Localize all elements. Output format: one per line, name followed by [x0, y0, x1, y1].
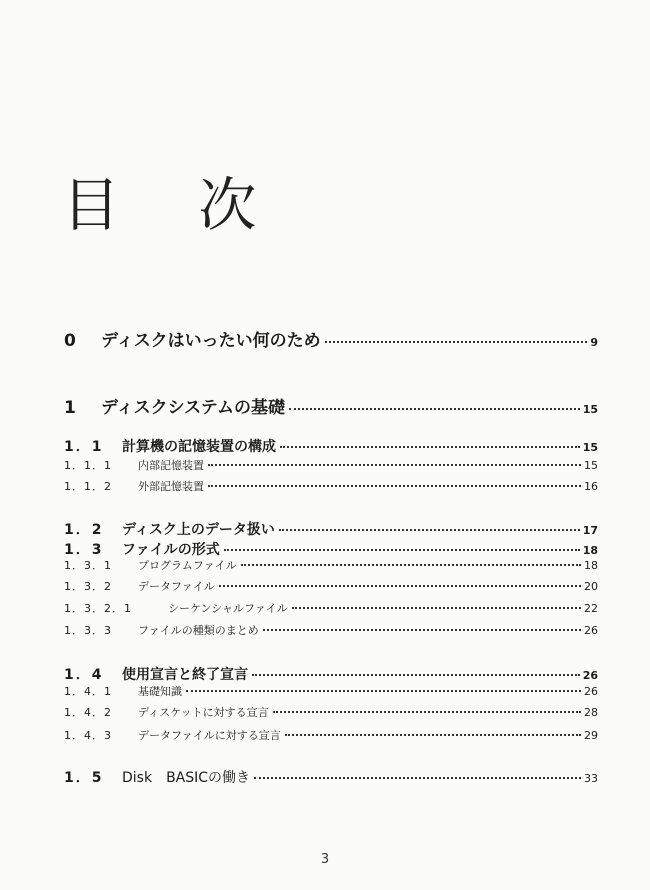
dot-leader [280, 446, 580, 448]
toc-entry-page: 33 [584, 772, 598, 785]
toc-entry-label: 外部記憶装置 [138, 480, 204, 493]
toc-entry-number: 1．4 [64, 667, 104, 683]
toc-entry-label: 計算機の記憶装置の構成 [122, 439, 276, 455]
toc-entry-label: ファイルの形式 [122, 542, 220, 558]
toc-entry-page: 26 [584, 685, 598, 698]
toc-entry-label: ディスクシステムの基礎 [101, 398, 285, 418]
toc-entry-section-1-1[interactable] [64, 436, 598, 456]
toc-entry-page: 15 [582, 403, 598, 416]
toc-entry-number: 1．3．1 [64, 559, 112, 572]
toc-entry-page: 17 [582, 524, 598, 537]
toc-entry-section-1-5[interactable] [64, 767, 598, 787]
toc-entry-subsection-1-3-2[interactable] [64, 578, 598, 594]
page-number: 3 [320, 852, 330, 867]
toc-entry-subsection-1-1-2[interactable] [64, 478, 598, 494]
toc-entry-number: 1．5 [64, 770, 104, 786]
toc-entry-page: 26 [582, 669, 598, 682]
toc-entry-label: ディスクはいったい何のため [101, 331, 321, 351]
dot-leader [219, 585, 581, 587]
dot-leader [208, 464, 581, 466]
toc-entry-section-1-4[interactable] [64, 664, 598, 684]
toc-entry-page: 26 [584, 624, 598, 637]
dot-leader [279, 529, 580, 531]
toc-entry-label: データファイルに対する宣言 [138, 729, 281, 742]
toc-entry-subsubsection-1-3-2-1[interactable] [64, 600, 598, 616]
toc-entry-number: 1 [64, 398, 76, 418]
dot-leader [263, 629, 581, 631]
toc-entry-page: 9 [590, 336, 598, 349]
toc-entry-number: 1．3．2 [64, 580, 112, 593]
toc-entry-number: 1．1 [64, 439, 104, 455]
toc-entry-page: 29 [584, 729, 598, 742]
toc-entry-number: 1．3．3 [64, 624, 112, 637]
toc-entry-label: プログラムファイル [138, 559, 237, 572]
toc-entry-label: 使用宣言と終了宣言 [122, 667, 248, 683]
toc-entry-page: 16 [584, 480, 598, 493]
toc-entry-section-1-2[interactable] [64, 519, 598, 539]
page-title: 目 次 [62, 171, 287, 239]
dot-leader [289, 408, 580, 410]
toc-entry-label: データファイル [138, 580, 215, 593]
toc-entry-label: ディスク上のデータ扱い [122, 522, 275, 538]
toc-entry-page: 18 [584, 559, 598, 572]
toc-entry-page: 28 [584, 706, 598, 719]
dot-leader [254, 777, 581, 779]
toc-entry-label: ディスケットに対する宣言 [138, 706, 269, 719]
toc-entry-number: 1．3 [64, 542, 104, 558]
toc-entry-chapter-0[interactable] [64, 326, 598, 351]
dot-leader [224, 549, 580, 551]
toc-entry-subsection-1-4-3[interactable] [64, 727, 598, 743]
dot-leader [241, 564, 581, 566]
toc-entry-subsection-1-3-1[interactable] [64, 557, 598, 573]
toc-entry-label: Disk BASICの働き [122, 770, 251, 786]
dot-leader [292, 607, 581, 609]
dot-leader [285, 734, 581, 736]
toc-entry-number: 1．4．2 [64, 706, 112, 719]
toc-entry-subsection-1-3-3[interactable] [64, 622, 598, 638]
toc-entry-subsection-1-1-1[interactable] [64, 457, 598, 473]
toc-entry-number: 1．2 [64, 522, 104, 538]
toc-entry-page: 22 [584, 602, 598, 615]
toc-entry-page: 18 [582, 544, 598, 557]
dot-leader [273, 711, 581, 713]
dot-leader [208, 485, 581, 487]
dot-leader [325, 341, 588, 343]
toc-entry-number: 1．3．2．1 [64, 602, 132, 615]
toc-entry-subsection-1-4-1[interactable] [64, 683, 598, 699]
toc-entry-chapter-1[interactable] [64, 393, 598, 418]
toc-entry-number: 1．1．2 [64, 480, 112, 493]
dot-leader [252, 674, 580, 676]
toc-entry-label: 内部記憶装置 [138, 459, 204, 472]
dot-leader [186, 690, 581, 692]
toc-entry-label: 基礎知識 [138, 685, 182, 698]
toc-entry-number: 1．4．3 [64, 729, 112, 742]
toc-entry-page: 15 [584, 459, 598, 472]
toc-entry-label: シーケンシャルファイル [168, 602, 288, 615]
toc-entry-section-1-3[interactable] [64, 539, 598, 559]
toc-entry-number: 1．1．1 [64, 459, 112, 472]
toc-entry-label: ファイルの種類のまとめ [138, 624, 259, 637]
toc-entry-number: 0 [64, 331, 76, 351]
toc-entry-subsection-1-4-2[interactable] [64, 704, 598, 720]
toc-entry-page: 15 [582, 441, 598, 454]
toc-entry-number: 1．4．1 [64, 685, 112, 698]
toc-entry-page: 20 [584, 580, 598, 593]
